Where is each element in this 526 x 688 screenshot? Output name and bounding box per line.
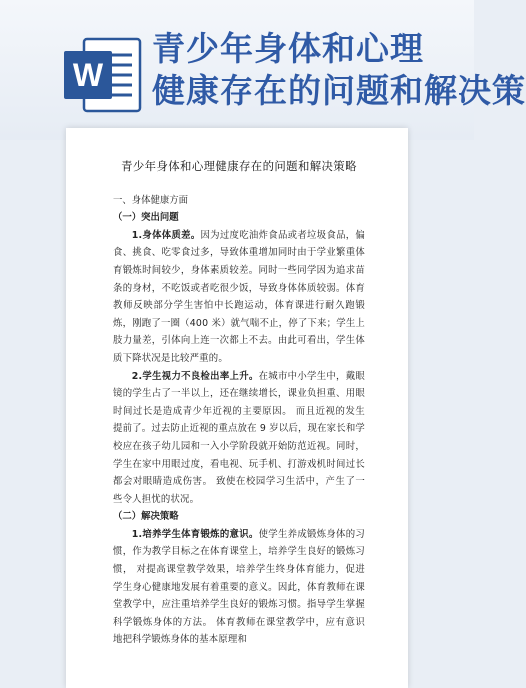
banner-title-line-1: 青少年身体和心理 [152,29,424,68]
word-document-icon [60,33,144,117]
paragraph-text: 使学生养成锻炼身体的习惯，作为教学目标之在体育课堂上，培养学生良好的锻炼习惯， 对提高课堂教学效果，培养学生终身体育能力，促进学生身心健康地发展有着重要的意义。因此，体育教师在课堂教学中，应注重培养学生良好的锻炼习惯。指导学生掌握科学锻炼身体的方法。 体育教师在课堂教学中，应有意识地把科学锻炼身体的基本原理和 [113,528,366,646]
banner-title [152,28,526,112]
paragraph [113,368,365,509]
paragraph [113,227,365,368]
paragraph-lead: 1.培养学生体育锻炼的意识。 [131,528,259,540]
paragraph-text: 因为过度吃油炸食品或者垃圾食品，偏食、挑食、吃零食过多，导致体重增加同时由于学业繁重体育锻炼时间较少，身体素质较差。同时一些同学因为追求苗条的身材，不吃饭或者吃很少饭，导致身体体质较弱。体育教师反映部分学生害怕中长跑运动，体育课进行耐久跑锻炼，刚跑了一圈（400 米）就气喘不止，停了下来；学生上肢力量差，引体向上连一次都上不去。由此可看出，学生体质下降状况是比较严重的。 [113,229,366,364]
paragraph-text: 在城市中小学生中，戴眼镜的学生占了一半以上，还在继续增长，课业负担重、用眼时间过长是造成青少年近视的主要原因。 而且近视的发生提前了。过去防止近视的重点放在 9 岁以后，现在家长和学校应在孩子幼儿园和一入小学阶段就开始防范近视。同时，学生在家中用眼过度，看电视、玩手机、打游戏机时间过长都会对眼睛造成伤害。 致使在校园学习生活中，产生了一些令人担忧的状况。 [113,370,366,505]
document-body [113,158,365,649]
subsection-heading: （一）突出问题 [113,212,179,224]
paragraph-lead: 1.身体体质差。 [131,229,201,241]
subsection-heading: （二）解决策略 [113,511,179,523]
paragraph-lead: 2.学生视力不良检出率上升。 [131,370,259,382]
banner [0,0,526,140]
document-title: 青少年身体和心理健康存在的问题和解决策略 [121,159,357,173]
banner-title-line-2: 健康存在的问题和解决策 [152,71,526,110]
paragraph [113,526,365,649]
section-heading: 一、身体健康方面 [113,194,189,206]
word-logo-letter: W [72,57,104,93]
document-page [66,128,408,688]
